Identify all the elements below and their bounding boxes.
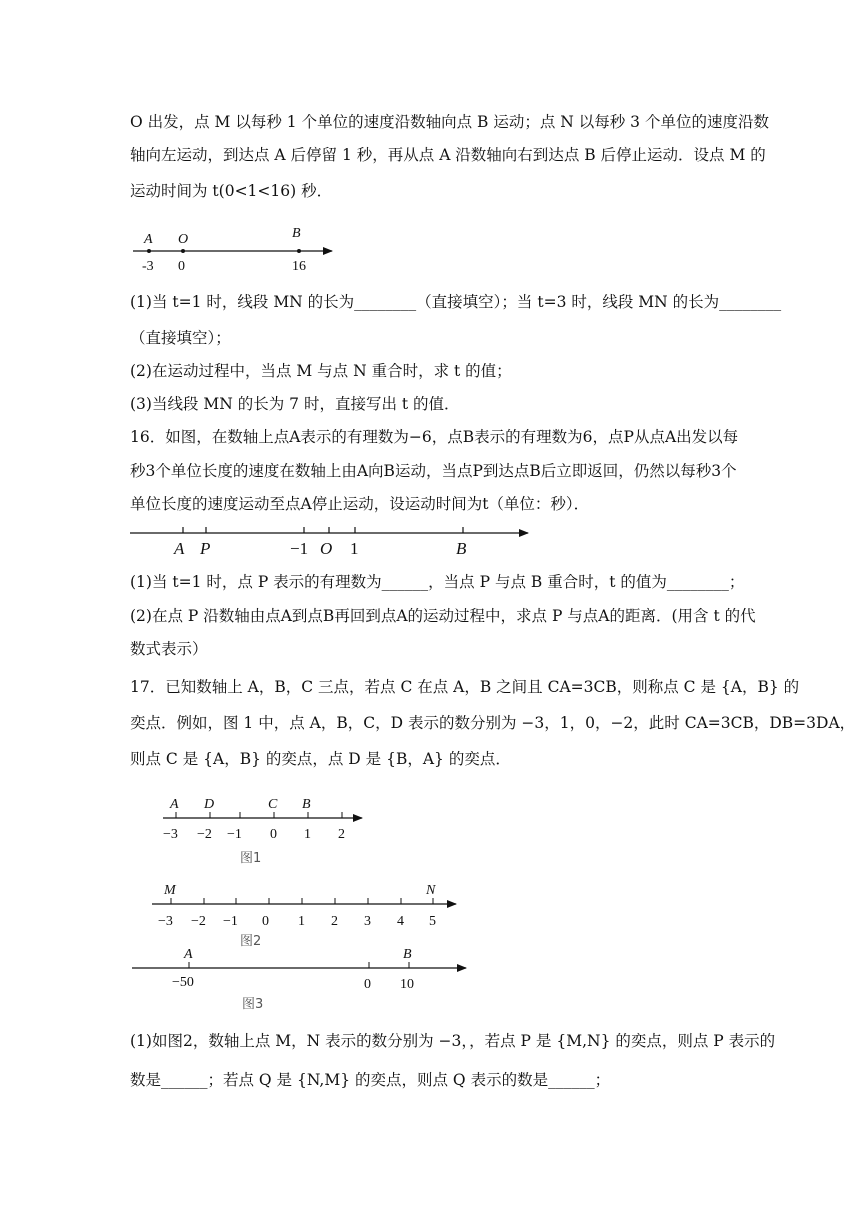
label-a: A — [170, 797, 179, 812]
label-b: B — [302, 797, 311, 812]
tick-label-5: 5 — [429, 914, 436, 929]
label-b: B — [292, 226, 301, 241]
point-o-dot — [181, 249, 185, 253]
tick-label-neg1: −1 — [223, 914, 238, 929]
tick-label-1: 1 — [350, 539, 359, 558]
tick-label-neg3: −3 — [158, 914, 173, 929]
text-line-10: 单位长度的速度运动至点A停止运动，设运动时间为t（单位：秒）． — [130, 495, 590, 513]
figure-caption: 图2 — [240, 934, 262, 949]
tick-label-0: 0 — [270, 827, 277, 842]
tick-label-16: 16 — [292, 259, 306, 274]
text-line-3: 运动时间为 t(0<1<16) 秒． — [130, 182, 333, 200]
text-line-6: (2)在运动过程中，当点 M 与点 N 重合时，求 t 的值； — [130, 362, 512, 380]
tick-label-neg50: −50 — [172, 975, 194, 990]
figure-caption: 图3 — [242, 997, 264, 1012]
label-n: N — [426, 883, 436, 898]
tick-label-1: 1 — [298, 914, 305, 929]
tick-label-0: 0 — [262, 914, 269, 929]
figure-caption: 图1 — [240, 851, 262, 866]
text-line-18: 数是______；若点 Q 是 {N,M} 的奕点，则点 Q 表示的数是______； — [130, 1071, 611, 1089]
tick-label-2: 2 — [338, 827, 345, 842]
tick-label-neg1: −1 — [227, 827, 242, 842]
text-line-9: 秒3个单位长度的速度在数轴上由A向B运动，当点P到达点B后立即返回，仍然以每秒3个 — [130, 462, 737, 480]
tick-label-neg3: -3 — [142, 259, 154, 274]
point-a-dot — [147, 249, 151, 253]
label-p: P — [200, 539, 211, 558]
label-a: A — [144, 232, 153, 247]
tick-label-3: 3 — [364, 914, 371, 929]
label-a: A — [174, 539, 185, 558]
text-line-16: 则点 C 是 {A，B} 的奕点，点 D 是 {B，A} 的奕点． — [130, 750, 511, 768]
text-line-4: (1)当 t=1 时，线段 MN 的长为________（直接填空）；当 t=3 时，线段 MN 的长为________ — [130, 293, 782, 311]
point-b-dot — [297, 249, 301, 253]
number-line-fig-1 — [163, 797, 362, 866]
text-line-7: (3)当线段 MN 的长为 7 时，直接写出 t 的值． — [130, 395, 460, 413]
text-line-5: （直接填空）； — [130, 329, 231, 347]
label-b: B — [456, 539, 467, 558]
tick-label-neg2: −2 — [197, 827, 212, 842]
label-o: O — [178, 232, 189, 247]
text-line-17: (1)如图2，数轴上点 M，N 表示的数分别为 −3，，若点 P 是 {M,N} 的奕点，则点 P 表示的 — [130, 1032, 776, 1050]
number-line-fig-a — [133, 226, 332, 274]
tick-label-1: 1 — [304, 827, 311, 842]
label-m: M — [164, 883, 176, 898]
text-line-1: O 出发，点 M 以每秒 1 个单位的速度沿数轴向点 B 运动；点 N 以每秒 3 个单位的速度沿数 — [130, 113, 769, 131]
tick-label-4: 4 — [397, 914, 404, 929]
text-line-12: (2)在点 P 沿数轴由点A到点B再回到点A的运动过程中，求点 P 与点A的距离．(用含 t 的代 — [130, 607, 756, 625]
label-b: B — [403, 947, 412, 962]
label-d: D — [204, 797, 215, 812]
label-c: C — [268, 797, 278, 812]
number-line-fig-2 — [152, 883, 456, 949]
number-line-fig-3 — [132, 947, 466, 1012]
tick-label-neg2: −2 — [191, 914, 206, 929]
tick-label-10: 10 — [400, 977, 414, 992]
tick-label-2: 2 — [331, 914, 338, 929]
tick-label-neg1: −1 — [290, 539, 309, 558]
text-line-2: 轴向左运动，到达点 A 后停留 1 秒，再从点 A 沿数轴向右到达点 B 后停止运动．设点 M 的 — [130, 146, 766, 164]
tick-label-neg3: −3 — [163, 827, 178, 842]
text-line-14: 17．已知数轴上 A，B，C 三点，若点 C 在点 A，B 之间且 CA=3CB，则称点 C 是 {A，B} 的 — [130, 678, 800, 696]
label-o: O — [320, 539, 333, 558]
text-line-13: 数式表示） — [130, 640, 208, 658]
tick-label-0: 0 — [364, 977, 371, 992]
number-line-fig-16 — [130, 527, 528, 558]
text-line-15: 奕点．例如，图 1 中，点 A，B，C，D 表示的数分别为 −3，1，0，−2，此时 CA=3CB，DB=3DA， — [130, 714, 856, 732]
text-line-11: (1)当 t=1 时，点 P 表示的有理数为______，当点 P 与点 B 重合时，t 的值为________； — [130, 573, 745, 591]
tick-label-0: 0 — [178, 259, 185, 274]
text-line-8: 16．如图，在数轴上点A表示的有理数为−6，点B表示的有理数为6，点P从点A出发以每 — [130, 428, 739, 446]
label-a: A — [184, 947, 193, 962]
